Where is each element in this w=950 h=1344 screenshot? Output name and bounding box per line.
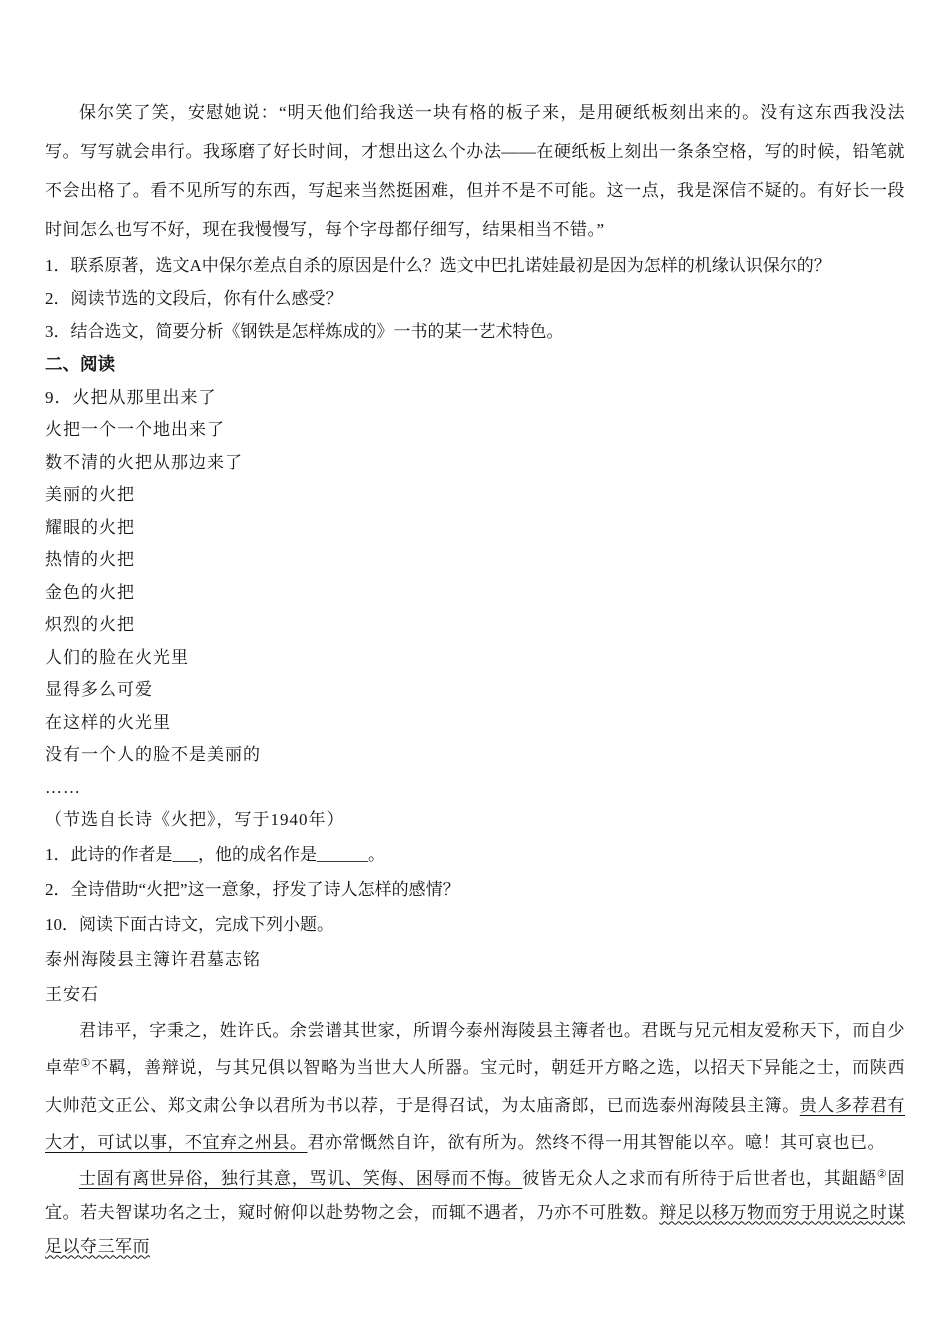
poem-question-1-fill-blank: 1．此诗的作者是___，他的成名作是______。 [45, 844, 385, 864]
poem-line: 数不清的火把从那边来了 [45, 452, 243, 472]
poem-source-note: （节选自长诗《火把》，写于1940年） [45, 810, 345, 829]
poem-body [45, 414, 905, 804]
poem-line: 耀眼的火把 [45, 517, 135, 537]
poem-line: …… [45, 777, 81, 797]
novel-excerpt-paragraph: 保尔笑了笑，安慰她说：“明天他们给我送一块有格的板子来，是用硬纸板刻出来的。没有这东西我没法写。写写就会串行。我琢磨了好长时间，才想出这么个办法——在硬纸板上刻出一条条空格，写的时候，铅笔就不会出格了。看不见所写的东西，写起来当然挺困难，但并不是不可能。这一点，我是深信不疑的。有好长一段时间怎么也写不好，现在我慢慢写，每个字母都仔细写，结果相当不错。” [45, 103, 905, 239]
section-heading-reading: 二、阅读 [45, 354, 115, 374]
text-segment: 君讳平，字秉之，姓许氏。余尝谱其世家，所谓今泰州海陵县主簿者也。君既与兄元相友爱称天下，而自少卓荦 [45, 1020, 905, 1077]
classical-paragraph-2 [45, 1162, 905, 1264]
poem-line: 人们的脸在火光里 [45, 647, 189, 667]
wavy-underlined-text-segment: 辩足以移万物而穷于用说之时谋足以夺三军而 [45, 1202, 906, 1256]
novel-question-2: 2．阅读节选的文段后，你有什么感受？ [45, 289, 343, 308]
text-segment: 彼皆无众人之求而有所待于后世者也，其龃龉 [522, 1168, 877, 1188]
poem-line: 在这样的火光里 [45, 712, 171, 732]
poem-line: 热情的火把 [45, 550, 135, 569]
text-segment: 君亦常慨然自许，欲有所为。然终不得一用其智能以卒。噫！其可哀也已。 [307, 1133, 885, 1152]
poem-line: 美丽的火把 [45, 485, 135, 504]
poem-question-number-and-first-line: 9．火把从那里出来了 [45, 388, 217, 407]
classical-text-title: 泰州海陵县主簿许君墓志铭 [45, 949, 261, 969]
classical-paragraph-1 [45, 1012, 905, 1162]
poem-line: 火把一个一个地出来了 [45, 420, 225, 439]
text-segment: 不羁，善辩说，与其兄俱以智略为当世大人所器。宝元时，朝廷开方略之选，以招天下异能之士，而陕西大帅范文正公、郑文肃公争以君所为书以荐，于是得召试，为太庙斋郎，已而选泰州海陵县主簿。 [45, 1058, 905, 1115]
novel-question-3: 3．结合选文，简要分析《钢铁是怎样炼成的》一书的某一艺术特色。 [45, 322, 564, 341]
poem-line: 金色的火把 [45, 582, 135, 602]
classical-intro-question-10: 10．阅读下面古诗文，完成下列小题。 [45, 914, 334, 934]
poem-question-2: 2．全诗借助“火把”这一意象，抒发了诗人怎样的感情？ [45, 879, 460, 899]
poem-line: 没有一个人的脸不是美丽的 [45, 745, 261, 764]
underlined-text-segment: 士固有离世异俗，独行其意，骂讥、笑侮、困辱而不悔。 [79, 1168, 523, 1188]
poem-line: 炽烈的火把 [45, 615, 135, 634]
footnote-marker: ① [80, 1057, 91, 1070]
underlined-text-segment: 贵人多荐君有大才，可试以事，不宜弃之州县。 [45, 1095, 906, 1152]
text-segment: 固宜。若夫智谋功名之士，窥时俯仰以赴势物之会，而辄不遇者，乃亦不可胜数。 [45, 1168, 905, 1222]
poem-line: 显得多么可爱 [45, 680, 153, 699]
novel-question-1: 1．联系原著，选文A中保尔差点自杀的原因是什么？选文中巴扎诺娃最初是因为怎样的机缘认识保尔的？ [45, 256, 831, 275]
footnote-marker: ② [876, 1167, 888, 1180]
classical-text-author: 王安石 [45, 984, 99, 1004]
